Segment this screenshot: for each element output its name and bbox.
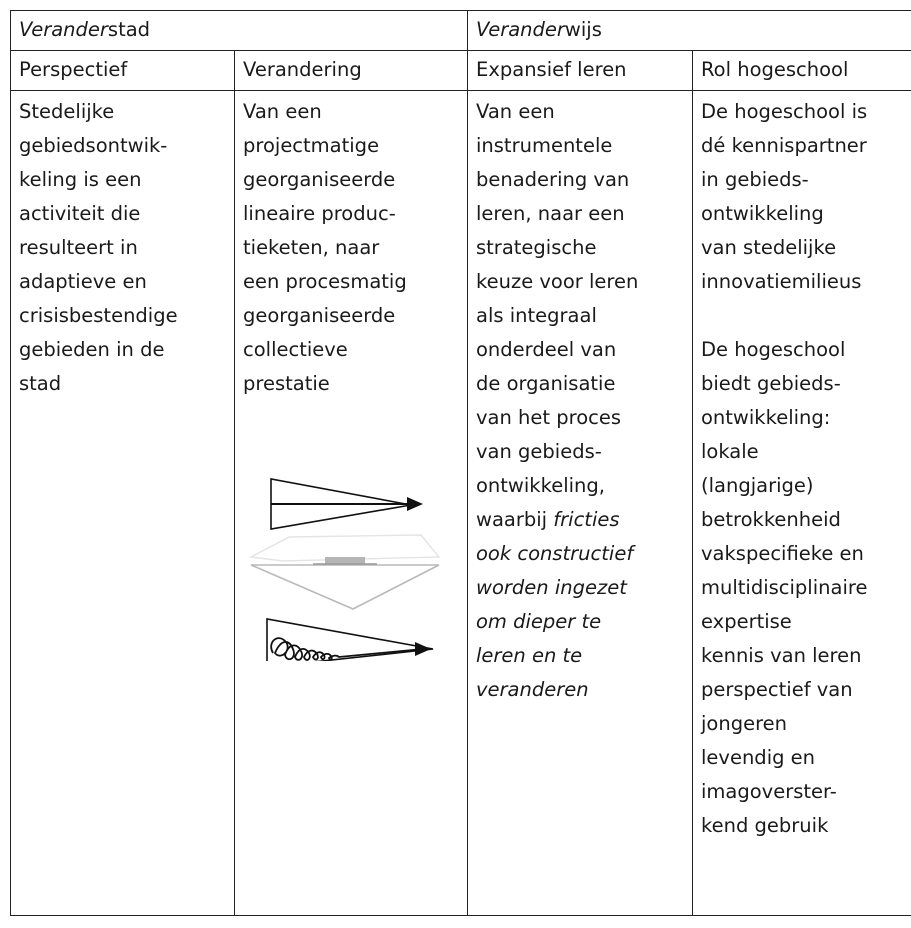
text-line: (langjarige) — [701, 474, 814, 497]
change-illustration — [243, 431, 453, 661]
text-line: Stedelijke — [19, 100, 115, 123]
text-line: projectmatige — [243, 134, 380, 157]
text-line: levendig en — [701, 746, 816, 769]
header-left-italic: Verander — [19, 18, 108, 41]
text-line: van het proces — [476, 406, 622, 429]
column-header-row — [11, 51, 911, 91]
text-line: crisisbestendige — [19, 304, 178, 327]
text-line: tieketen, naar — [243, 236, 380, 259]
header-right-italic: Verander — [476, 18, 565, 41]
text-line: van stedelijke — [701, 236, 837, 259]
text-line: keuze voor leren — [476, 270, 639, 293]
text-line: lineaire produc- — [243, 202, 396, 225]
text-line: De hogeschool — [701, 338, 846, 361]
text-line: gebiedsontwik- — [19, 134, 168, 157]
paragraph-gap — [701, 299, 911, 333]
text-line-mixed — [476, 503, 692, 537]
cell-expansief-leren — [468, 91, 693, 916]
text-line: Van een — [476, 100, 555, 123]
looping-process-arrow — [267, 619, 433, 661]
text-line: gebieden in de — [19, 338, 165, 361]
text-line: kennis van leren — [701, 644, 862, 667]
text-line: instrumentele — [476, 134, 613, 157]
text-line-italic: leren en te — [476, 644, 583, 667]
text-line: lokale — [701, 440, 759, 463]
text-line: leren, naar een — [476, 202, 625, 225]
text-line: multidisciplinaire — [701, 576, 868, 599]
text-line: in gebieds- — [701, 168, 809, 191]
text-line-italic: ook constructief — [476, 542, 634, 565]
text-plain: waarbij — [476, 508, 554, 531]
text-line: collectieve — [243, 338, 348, 361]
cell-perspectief — [11, 91, 235, 916]
text-line: activiteit die — [19, 202, 141, 225]
text-line: keling is een — [19, 168, 142, 191]
table-header-row — [11, 11, 911, 51]
text-line: georganiseerde — [243, 168, 396, 191]
text-line: de organisatie — [476, 372, 616, 395]
text-line: georganiseerde — [243, 304, 396, 327]
text-line: ontwikkeling: — [701, 406, 831, 429]
text-italic: fricties — [553, 508, 620, 531]
header-left-rest: stad — [107, 18, 151, 41]
transition-shape — [251, 535, 439, 609]
text-line: adaptieve en — [19, 270, 147, 293]
text-line: ontwikkeling, — [476, 474, 605, 497]
text-line: dé kennispartner — [701, 134, 867, 157]
text-line-italic: veranderen — [476, 678, 589, 701]
text-line: benadering van — [476, 168, 630, 191]
text-line: betrokkenheid — [701, 508, 841, 531]
text-line: resulteert in — [19, 236, 138, 259]
header-veranderwijs — [468, 11, 911, 51]
comparison-table — [10, 10, 911, 916]
cell-verandering — [235, 91, 468, 916]
change-illustration-svg — [243, 431, 453, 661]
text-line: biedt gebieds- — [701, 372, 841, 395]
header-right-rest: wijs — [564, 18, 602, 41]
text-line: kend gebruik — [701, 814, 829, 837]
header-veranderstad — [11, 11, 468, 51]
column-header-verandering: Verandering — [235, 51, 468, 91]
text-line-italic: om dieper te — [476, 610, 602, 633]
text-line: vakspecifieke en — [701, 542, 864, 565]
column-header-rol-hogeschool: Rol hogeschool — [693, 51, 911, 91]
text-line: als integraal — [476, 304, 597, 327]
text-line: van gebieds- — [476, 440, 602, 463]
text-line: ontwikkeling — [701, 202, 824, 225]
text-line: onderdeel van — [476, 338, 617, 361]
text-line: expertise — [701, 610, 792, 633]
table-body-row — [11, 91, 911, 916]
text-line: jongeren — [701, 712, 788, 735]
text-line: strategische — [476, 236, 597, 259]
cell-rol-hogeschool — [693, 91, 911, 916]
text-line: De hogeschool is — [701, 100, 868, 123]
column-header-expansief-leren: Expansief leren — [468, 51, 693, 91]
text-line: een procesmatig — [243, 270, 407, 293]
text-line: Van een — [243, 100, 322, 123]
text-line-italic: worden ingezet — [476, 576, 627, 599]
text-line: stad — [19, 372, 62, 395]
text-line: innovatiemilieus — [701, 270, 862, 293]
text-line: perspectief van — [701, 678, 853, 701]
column-header-perspectief: Perspectief — [11, 51, 235, 91]
linear-triangle-arrow — [271, 479, 423, 529]
text-line: prestatie — [243, 372, 330, 395]
text-line: imagoverster- — [701, 780, 837, 803]
